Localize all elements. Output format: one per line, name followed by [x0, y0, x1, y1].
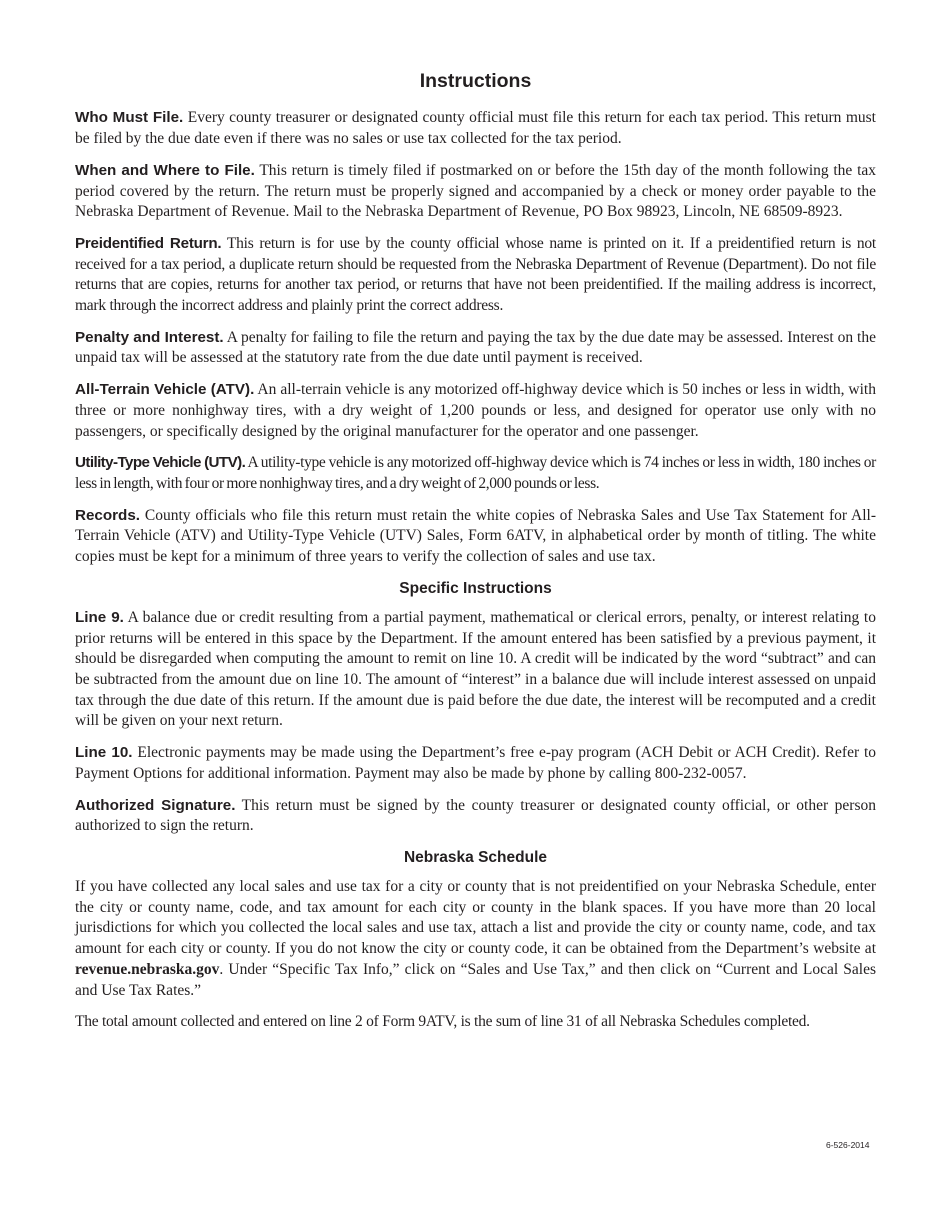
who-must-file-text: Every county treasurer or designated county official must file this return for each tax period. This return must be filed by the due date even if there was no sales or use tax collected for the tax period. [75, 109, 876, 148]
records-text: County officials who file this return must retain the white copies of Nebraska Sales and Use Tax Statement for All-Terrain Vehicle (ATV) and Utility-Type Vehicle (UTV) Sales, Form 6ATV, in alphabetical order by month of titling. The white copies must be kept for a minimum of three years to verify the collection of sales and use tax. [75, 506, 876, 566]
signature-paragraph [75, 796, 876, 837]
utv-heading: Utility-Type Vehicle (UTV). [75, 454, 246, 472]
line10-text: Electronic payments may be made using the Department’s free e-pay program (ACH Debit or ACH Credit). Refer to Payment Options for additional information. Payment may also be made by phone by calling 800-232-0057. [75, 744, 877, 782]
preidentified-paragraph [75, 234, 876, 317]
nebraska-schedule-text-2: . Under “Specific Tax Info,” click on “Sales and Use Tax,” and then click on “Current and Local Sales and Use Tax Rates.” [75, 960, 876, 999]
records-heading: Records. [75, 506, 140, 524]
atv-paragraph [75, 380, 876, 442]
penalty-paragraph [75, 328, 876, 369]
penalty-heading: Penalty and Interest. [75, 328, 224, 346]
atv-heading: All-Terrain Vehicle (ATV). [75, 381, 255, 399]
signature-heading: Authorized Signature. [75, 796, 236, 814]
who-must-file-heading: Who Must File. [75, 109, 184, 127]
line10-heading: Line 10. [75, 744, 133, 762]
when-where-text: This return is timely filed if postmarked on or before the 15th day of the month following the tax period covered by the return. The return must be properly signed and accompanied by a check or money order payable to the Nebraska Department of Revenue. Mail to the Nebraska Department of Revenue, PO Box 98923, Lincoln, NE 68509-8923. [75, 161, 876, 221]
atv-text: An all-terrain vehicle is any motorized off-highway device which is 50 inches or less in width, with three or more nonhighway tires, with a dry weight of 1,200 pounds or less, and designed for operator use only with no passengers, or specifically designed by the original manufacturer for the operator and one passenger. [75, 381, 876, 440]
when-where-paragraph [75, 161, 876, 223]
when-where-heading: When and Where to File. [75, 161, 255, 179]
line10-paragraph [75, 743, 876, 784]
utv-paragraph [75, 453, 876, 494]
line9-text: A balance due or credit resulting from a partial payment, mathematical or clerical errors, penalty, or interest relating to prior returns will be entered in this space by the Department. If the amount entered has been satisfied by a previous payment, it should be disregarded when computing the amount to remit on line 10. A credit will be indicated by the word “subtract” and can be subtracted from the amount due on line 10. The amount of “interest” in a balance due will include interest assessed on unpaid tax through the due date of this return. If the amount due is paid before the due date, the interest will be recomputed and a credit will be given on your next return. [75, 608, 876, 730]
penalty-text: A penalty for failing to file the return and paying the tax by the due date may be assessed. Interest on the unpaid tax will be assessed at the statutory rate from the due date until payment is received. [75, 328, 876, 367]
instructions-page [75, 0, 876, 1044]
revenue-website-link[interactable]: revenue.nebraska.gov [75, 960, 220, 978]
signature-text: This return must be signed by the county treasurer or designated county official, or other person authorized to sign the return. [75, 796, 876, 835]
records-paragraph [75, 506, 876, 568]
utv-text: A utility-type vehicle is any motorized off-highway device which is 74 inches or less in width, 180 inches or less in length, with four or more nonhighway tires, and a dry weight of 2,000 pounds or less. [75, 454, 876, 492]
line9-paragraph [75, 608, 876, 732]
specific-instructions-heading: Specific Instructions [399, 579, 552, 597]
nebraska-schedule-paragraph [75, 877, 876, 1001]
preidentified-text: This return is for use by the county official whose name is printed on it. If a preidentified return is not received for a tax period, a duplicate return should be requested from the Nebraska Department of Revenue (Department). Do not file returns that are copies, returns for another tax period, or returns that have not been preidentified. If the mailing address is incorrect, mark through the incorrect address and plainly print the correct address. [75, 234, 876, 315]
total-amount-paragraph: The total amount collected and entered on line 2 of Form 9ATV, is the sum of line 31 of all Nebraska Schedules completed. [75, 1013, 810, 1031]
form-code: 6-526-2014 [826, 1140, 870, 1150]
preidentified-heading: Preidentified Return. [75, 234, 222, 252]
nebraska-schedule-text-1: If you have collected any local sales and use tax for a city or county that is not preidentified on your Nebraska Schedule, enter the city or county name, code, and tax amount for each city or county in the blank spaces. If you have more than 20 local jurisdictions for which you collected the local sales and use tax, attach a list and provide the city or county name, code, and tax amount for each city or county. If you do not know the city or county code, it can be obtained from the Department’s website at [75, 878, 876, 958]
nebraska-schedule-heading: Nebraska Schedule [403, 848, 547, 866]
who-must-file-paragraph [75, 108, 876, 149]
line9-heading: Line 9. [75, 608, 124, 626]
page-title: Instructions [419, 70, 532, 92]
